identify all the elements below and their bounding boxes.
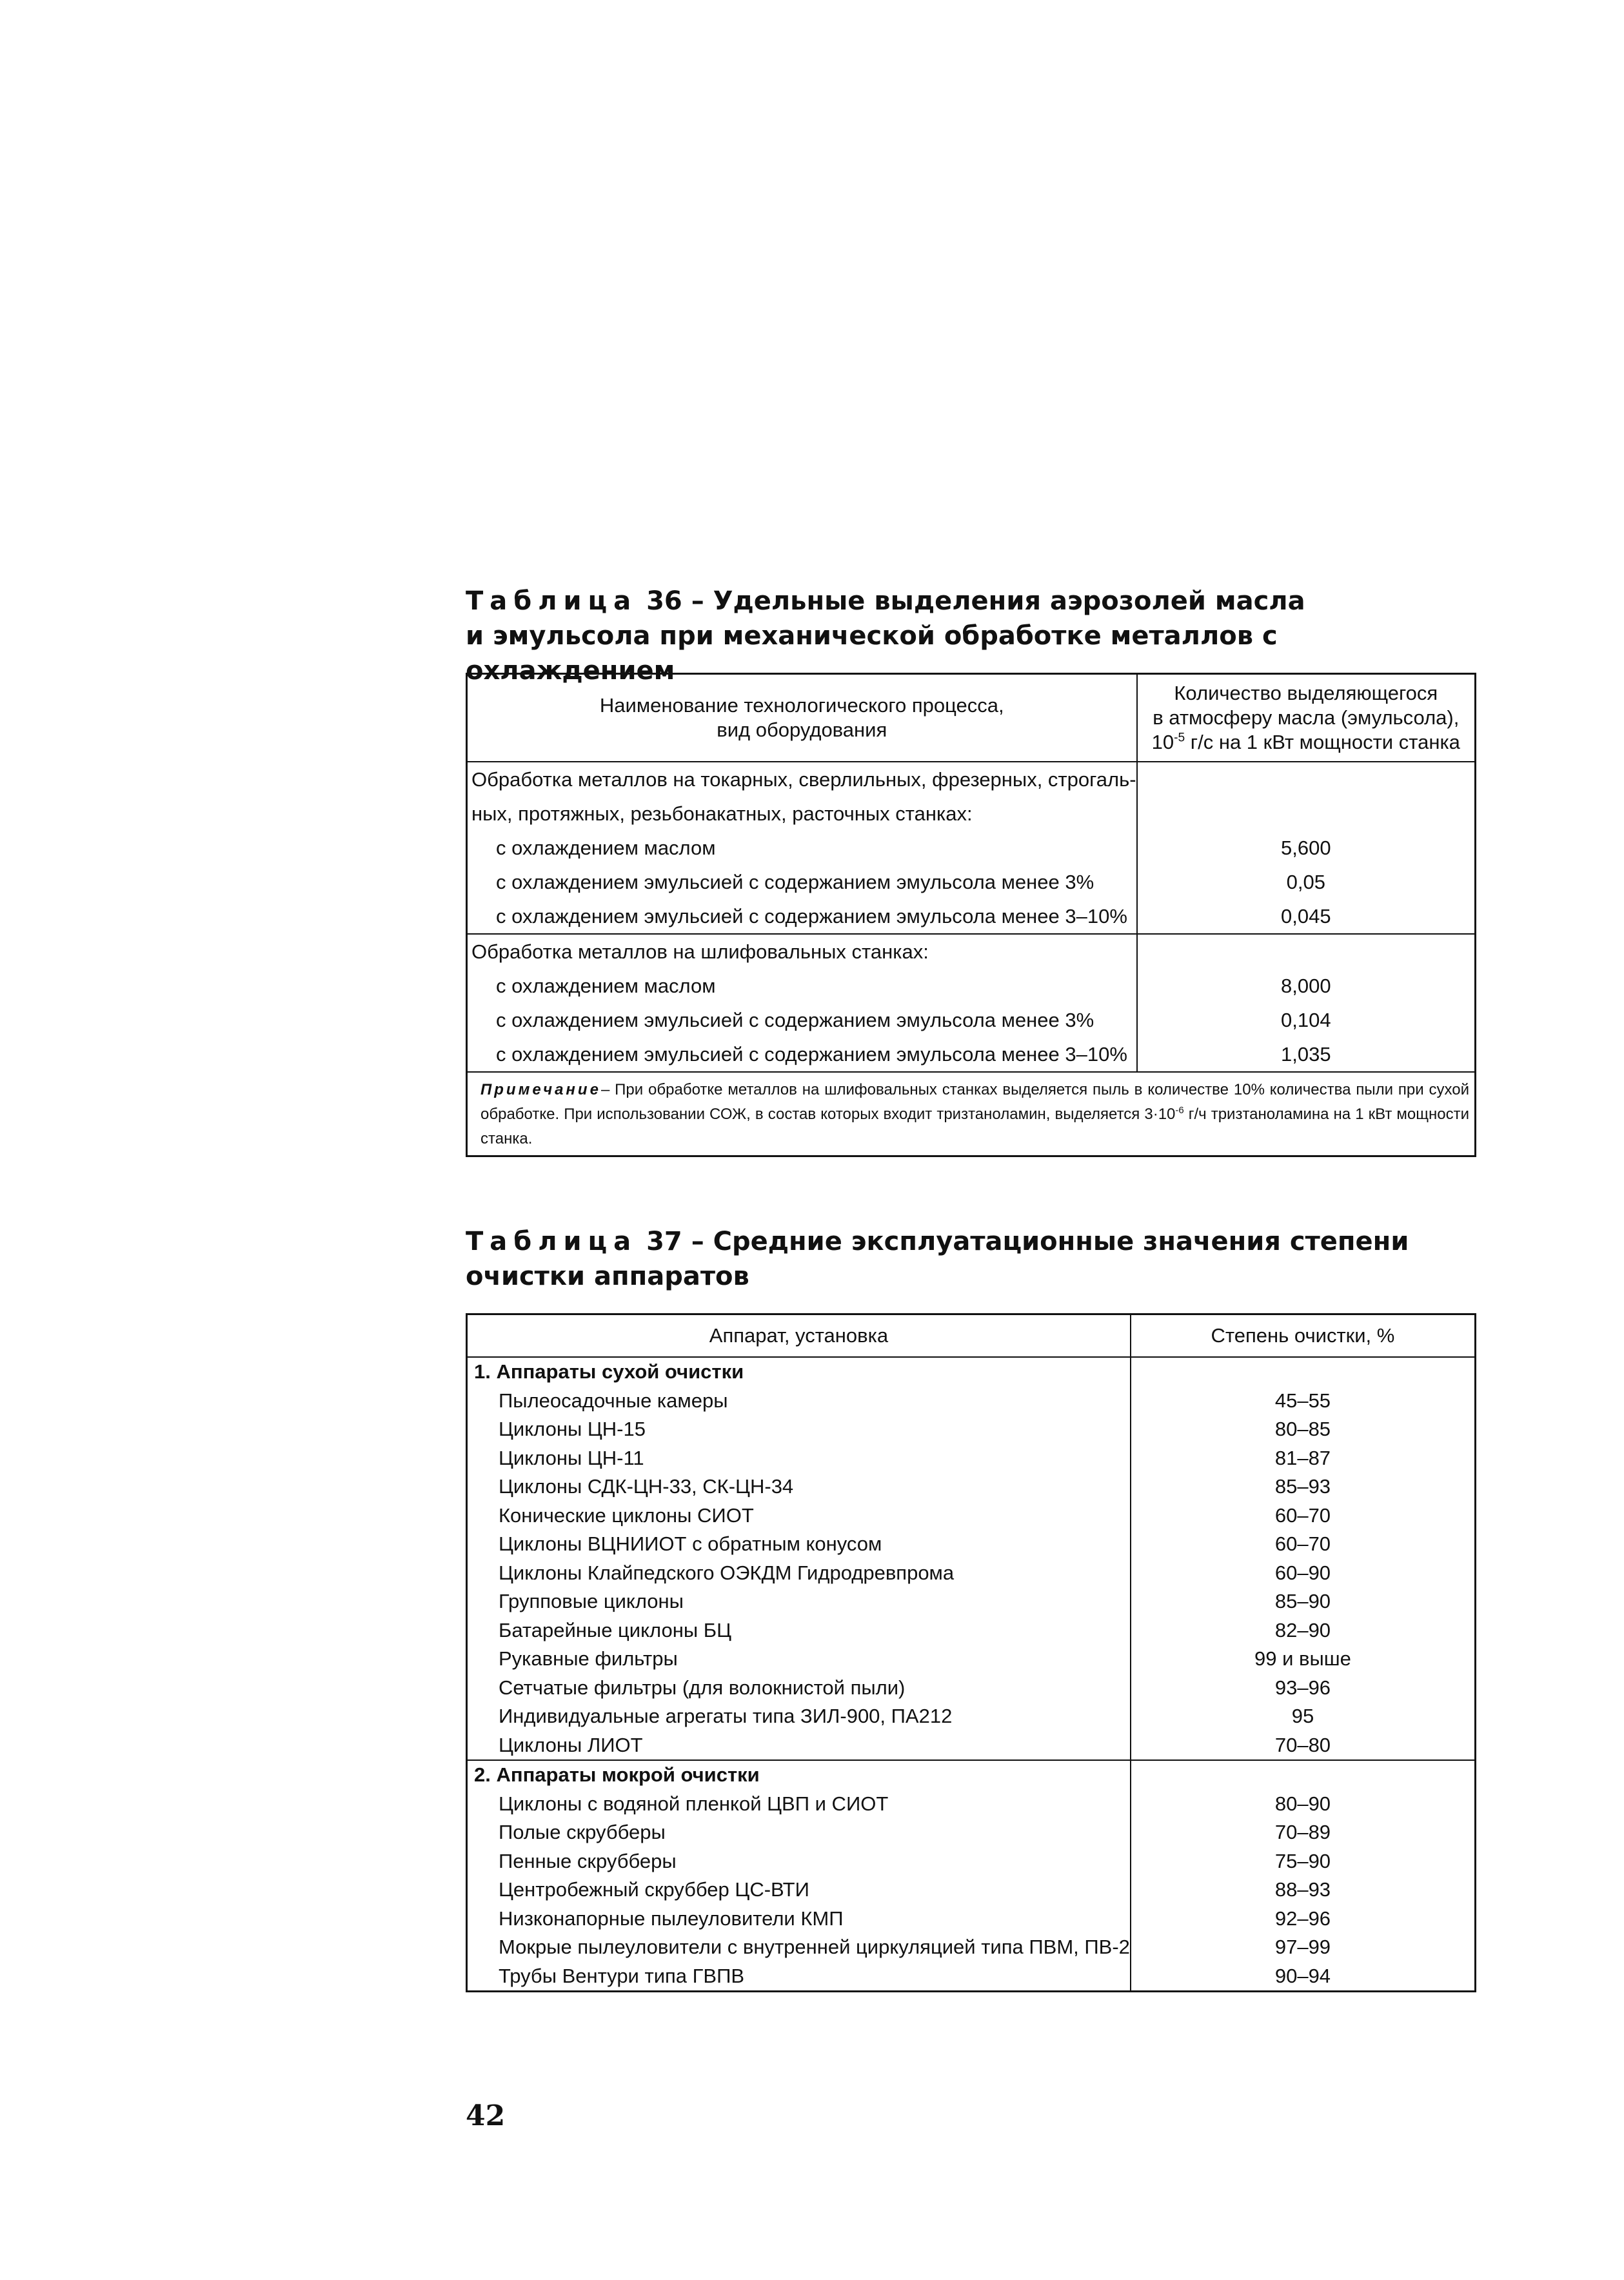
table36-group-labels	[467, 762, 1137, 934]
table37-row-label: Полые скрубберы	[499, 1821, 666, 1843]
table37-group-labels	[467, 1760, 1131, 1992]
table37-body	[467, 1357, 1476, 1992]
table36-note-exp: -6	[1175, 1105, 1184, 1116]
table37-row-value: 80–90	[1274, 1792, 1331, 1815]
table37-row-value: 70–89	[1274, 1821, 1331, 1843]
table36-group	[467, 934, 1476, 1072]
table37-row-label: Циклоны Клайпедского ОЭКДМ Гидродревпрома	[499, 1561, 955, 1584]
table37-row-value: 60–70	[1274, 1503, 1331, 1527]
table37-row-label: Индивидуальные агрегаты типа ЗИЛ-900, ПА212	[499, 1705, 953, 1727]
table37-value-spacer	[1131, 1761, 1474, 1790]
table36	[466, 673, 1476, 1157]
table37-caption-line2: очистки аппаратов	[466, 1262, 749, 1291]
table37-row-value: 92–96	[1274, 1907, 1331, 1930]
table36-row-label: с охлаждением маслом	[496, 837, 716, 859]
table36-header-col2	[1137, 674, 1476, 762]
table36-body	[467, 762, 1476, 1072]
table37-header-row	[467, 1314, 1476, 1358]
table36-header-unit-exp: -5	[1174, 731, 1185, 745]
table37-header-col2: Степень очистки, %	[1131, 1314, 1476, 1358]
table37-row-label: Пенные скрубберы	[499, 1849, 677, 1872]
table36-header-col1-line1: Наименование технологического процесса,	[599, 694, 1004, 717]
table36-row-label: с охлаждением эмульсией с содержанием эмульсола менее 3%	[496, 1009, 1094, 1031]
table37	[466, 1313, 1476, 1992]
table36-header-unit-base: 10	[1151, 731, 1174, 753]
table36-row-value: 0,045	[1280, 905, 1331, 927]
table36-note	[467, 1072, 1476, 1156]
table37-row-value: 45–55	[1274, 1389, 1331, 1412]
table36-group-title-line: ных, протяжных, резьбонакатных, расточных станках:	[471, 802, 973, 825]
table37-group-values	[1131, 1357, 1476, 1760]
table36-group-title-line: Обработка металлов на шлифовальных станках:	[471, 940, 929, 963]
table36-note-text1: – При обработке металлов на шлифовальных станках выделяется пыль в количестве 10% количества пыли при сухой обработке. При использовании СОЖ, в состав которых входит тризтаноламин, выделяется 3·10	[480, 1081, 1469, 1123]
table37-row-value: 99 и выше	[1254, 1647, 1351, 1670]
table36-group-title-line: Обработка металлов на токарных, сверлильных, фрезерных, строгаль-	[471, 768, 1136, 791]
table36-caption-label: Таблица	[466, 586, 638, 616]
table36-header-col2-line2: в атмосферу масла (эмульсола),	[1153, 706, 1460, 729]
table37-row-label: Циклоны ВЦНИИОТ с обратным конусом	[499, 1532, 882, 1555]
table36-row-label: с охлаждением эмульсией с содержанием эмульсола менее 3%	[496, 871, 1094, 893]
table37-row-value: 70–80	[1274, 1733, 1331, 1756]
table37-group-title: 1. Аппараты сухой очистки	[474, 1360, 744, 1383]
table37-row-value: 97–99	[1274, 1936, 1331, 1958]
table36-group	[467, 762, 1476, 934]
table37-row-label: Конические циклоны СИОТ	[499, 1503, 754, 1527]
table36-note-text2: г/ч тризтаноламина на 1 кВт мощности станка.	[480, 1105, 1469, 1147]
table37-row-label: Батарейные циклоны БЦ	[499, 1618, 731, 1641]
table37-row-value: 75–90	[1274, 1849, 1331, 1872]
table36-row-label: с охлаждением эмульсией с содержанием эмульсола менее 3–10%	[496, 1043, 1127, 1066]
table37-row-label: Трубы Вентури типа ГВПВ	[499, 1964, 745, 1987]
table37-header-col1: Аппарат, установка	[467, 1314, 1131, 1358]
table37-group	[467, 1357, 1476, 1760]
table37-row-value: 60–70	[1274, 1532, 1331, 1555]
table37-group-title: 2. Аппараты мокрой очистки	[474, 1763, 760, 1786]
table36-header-unit-rest: г/с на 1 кВт мощности станка	[1185, 731, 1460, 753]
table37-row-label: Циклоны ЦН-15	[499, 1418, 646, 1440]
table36-value-spacer	[1138, 935, 1474, 969]
table37-row-value: 81–87	[1274, 1446, 1331, 1469]
table36-header-col1	[467, 674, 1137, 762]
table36-caption-text: 36 – Удельные выделения аэрозолей масла	[637, 586, 1305, 616]
table36-note-label: Примечание	[480, 1081, 601, 1098]
table37-row-value: 88–93	[1274, 1878, 1331, 1901]
table36-value-spacer	[1138, 762, 1474, 797]
table37-row-label: Циклоны ЛИОТ	[499, 1733, 643, 1756]
table37-row-value: 60–90	[1274, 1561, 1331, 1584]
table37-group	[467, 1760, 1476, 1992]
table37-row-label: Циклоны СДК-ЦН-33, СК-ЦН-34	[499, 1475, 794, 1498]
table36-row-label: с охлаждением маслом	[496, 975, 716, 997]
table36-group-values	[1137, 762, 1476, 934]
table37-row-value: 95	[1291, 1705, 1314, 1727]
table37-row-label: Пылеосадочные камеры	[499, 1389, 728, 1412]
table37-caption	[466, 1224, 1485, 1294]
table37-row-label: Сетчатые фильтры (для волокнистой пыли)	[499, 1676, 906, 1699]
table37-group-labels	[467, 1357, 1131, 1760]
table36-row-value: 1,035	[1280, 1043, 1331, 1066]
table37-row-label: Мокрые пылеуловители с внутренней циркуляцией типа ПВМ, ПВ-2	[499, 1936, 1130, 1958]
table37-row-label: Рукавные фильтры	[499, 1647, 678, 1670]
table37-row-value: 80–85	[1274, 1418, 1331, 1440]
table36-group-values	[1137, 934, 1476, 1072]
table36-header-col1-line2: вид оборудования	[717, 719, 887, 741]
table37-row-value: 82–90	[1274, 1618, 1331, 1641]
table37-caption-text: 37 – Средние эксплуатационные значения степени	[637, 1227, 1409, 1256]
table37-row-value: 85–90	[1274, 1590, 1331, 1612]
table37-row-label: Центробежный скруббер ЦС-ВТИ	[499, 1878, 809, 1901]
table37-row-label: Циклоны ЦН-11	[499, 1446, 644, 1469]
table36-row-value: 8,000	[1280, 975, 1331, 997]
table36-row-label: с охлаждением эмульсией с содержанием эмульсола менее 3–10%	[496, 905, 1127, 927]
table36-header-col2-line1: Количество выделяющегося	[1174, 682, 1438, 704]
table36-header-row	[467, 674, 1476, 762]
table36-value-spacer	[1138, 797, 1474, 831]
table36-group-labels	[467, 934, 1137, 1072]
table37-group-values	[1131, 1760, 1476, 1992]
table37-row-value: 85–93	[1274, 1475, 1331, 1498]
table37-value-spacer	[1131, 1358, 1474, 1387]
table36-note-row	[467, 1072, 1476, 1156]
table37-row-label: Циклоны с водяной пленкой ЦВП и СИОТ	[499, 1792, 889, 1815]
page-number: 42	[466, 2099, 506, 2132]
table36-row-value: 5,600	[1280, 837, 1331, 859]
table37-caption-label: Таблица	[466, 1227, 638, 1256]
table36-row-value: 0,05	[1286, 871, 1325, 893]
table37-row-label: Групповые циклоны	[499, 1590, 684, 1612]
table37-row-label: Низконапорные пылеуловители КМП	[499, 1907, 844, 1930]
table36-caption-line2: и эмульсола при механической обработке металлов с охлаждением	[466, 621, 1278, 686]
table36-row-value: 0,104	[1280, 1009, 1331, 1031]
table37-row-value: 90–94	[1274, 1964, 1331, 1987]
table37-row-value: 93–96	[1274, 1676, 1331, 1699]
